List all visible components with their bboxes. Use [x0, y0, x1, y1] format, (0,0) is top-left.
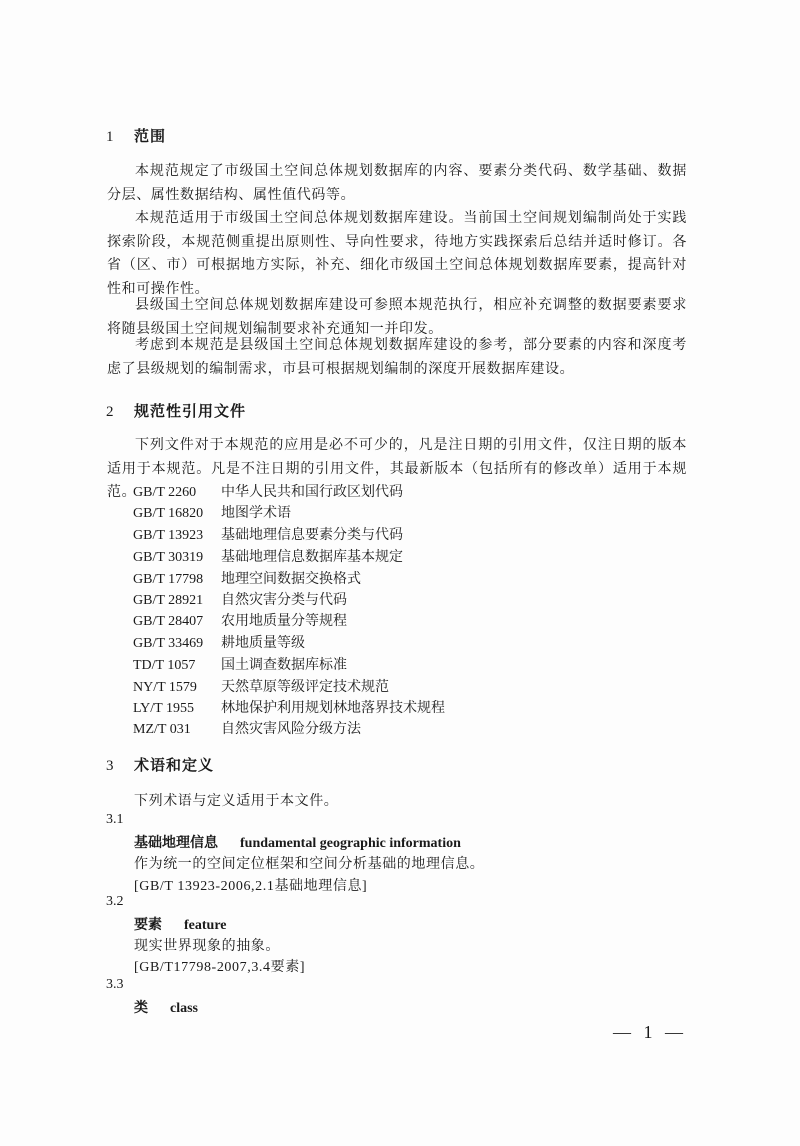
term-en: class: [170, 1001, 198, 1016]
reference-name: 基础地理信息要素分类与代码: [221, 527, 403, 543]
reference-name: 天然草原等级评定技术规范: [221, 679, 389, 695]
term-source: [GB/T 13923-2006,2.1基础地理信息]: [134, 879, 368, 894]
reference-code: GB/T 13923: [133, 528, 204, 543]
reference-item: [133, 589, 347, 609]
reference-item: [133, 481, 403, 501]
reference-name: 林地保护利用规划林地落界技术规程: [221, 700, 445, 716]
term-zh: 要素: [134, 917, 162, 933]
reference-code: MZ/T 031: [133, 722, 191, 737]
reference-name: 地理空间数据交换格式: [221, 571, 361, 587]
paragraph: 考虑到本规范是县级国土空间总体规划数据库建设的参考，部分要素的内容和深度考虑了县级规划的编制需求，市县可根据规划编制的深度开展数据库建设。: [107, 337, 687, 377]
reference-code: GB/T 33469: [133, 636, 204, 651]
term-title: [134, 832, 461, 852]
reference-item: [133, 568, 361, 588]
paragraph: 下列术语与定义适用于本文件。: [134, 793, 339, 809]
reference-item: [133, 632, 305, 652]
reference-name: 自然灾害分类与代码: [221, 592, 347, 608]
term-definition: 现实世界现象的抽象。: [134, 938, 280, 954]
reference-code: LY/T 1955: [133, 701, 194, 716]
reference-code: GB/T 30319: [133, 550, 204, 565]
reference-name: 自然灾害风险分级方法: [221, 721, 361, 737]
section-title: 范围: [134, 127, 167, 145]
reference-item: [133, 502, 291, 522]
term-zh: 类: [134, 1000, 148, 1016]
reference-item: [133, 676, 389, 696]
reference-code: GB/T 2260: [133, 485, 197, 500]
term-number: 3.2: [106, 894, 124, 909]
paragraph: 本规范适用于市级国土空间总体规划数据库建设。当前国土空间规划编制尚处于实践探索阶段，本规范侧重提出原则性、导向性要求，待地方实践探索后总结并适时修订。各省（区、市）可根据地方实际，补充、细化市级国土空间总体规划数据库要素，提高针对性和可操作性。: [107, 210, 687, 297]
term-en: feature: [184, 918, 227, 933]
reference-code: GB/T 16820: [133, 506, 204, 521]
term-definition: 作为统一的空间定位框架和空间分析基础的地理信息。: [134, 856, 485, 872]
reference-name: 基础地理信息数据库基本规定: [221, 549, 403, 565]
section-3-heading: [106, 754, 214, 775]
section-1-heading: [106, 125, 166, 146]
section-number: 2: [106, 404, 115, 420]
reference-code: GB/T 17798: [133, 572, 204, 587]
term-en: fundamental geographic information: [240, 836, 461, 851]
section-2-heading: [106, 400, 246, 421]
section-title: 规范性引用文件: [134, 402, 247, 420]
reference-item: [133, 524, 403, 544]
term-source: [GB/T17798-2007,3.4要素]: [134, 960, 306, 975]
paragraph: 县级国土空间总体规划数据库建设可参照本规范执行，相应补充调整的数据要素要求将随县级国土空间规划编制要求补充通知一并印发。: [107, 297, 687, 337]
reference-item: [133, 654, 347, 674]
page-number: — 1 —: [613, 1022, 687, 1042]
reference-name: 农用地质量分等规程: [221, 613, 347, 629]
reference-item: [133, 546, 403, 566]
reference-item: [133, 697, 445, 717]
paragraph: 本规范规定了市级国土空间总体规划数据库的内容、要素分类代码、数学基础、数据分层、属性数据结构、属性值代码等。: [107, 163, 687, 203]
reference-code: GB/T 28921: [133, 593, 204, 608]
term-zh: 基础地理信息: [134, 835, 218, 851]
reference-name: 国土调查数据库标准: [221, 657, 347, 673]
section-number: 3: [106, 758, 115, 774]
reference-name: 中华人民共和国行政区划代码: [221, 484, 403, 500]
reference-item: [133, 610, 347, 630]
term-number: 3.3: [106, 977, 124, 992]
section-number: 1: [106, 129, 115, 145]
reference-code: TD/T 1057: [133, 658, 196, 673]
reference-name: 地图学术语: [221, 505, 291, 521]
term-title: [134, 914, 227, 934]
term-number: 3.1: [106, 812, 124, 827]
section-title: 术语和定义: [134, 756, 215, 774]
reference-code: NY/T 1579: [133, 680, 197, 695]
reference-code: GB/T 28407: [133, 614, 204, 629]
reference-item: [133, 718, 361, 738]
paragraph: 下列文件对于本规范的应用是必不可少的，凡是注日期的引用文件，仅注日期的版本适用于本规范。凡是不注日期的引用文件，其最新版本（包括所有的修改单）适用于本规范。: [107, 437, 687, 500]
term-title: [134, 997, 198, 1017]
reference-name: 耕地质量等级: [221, 635, 305, 651]
